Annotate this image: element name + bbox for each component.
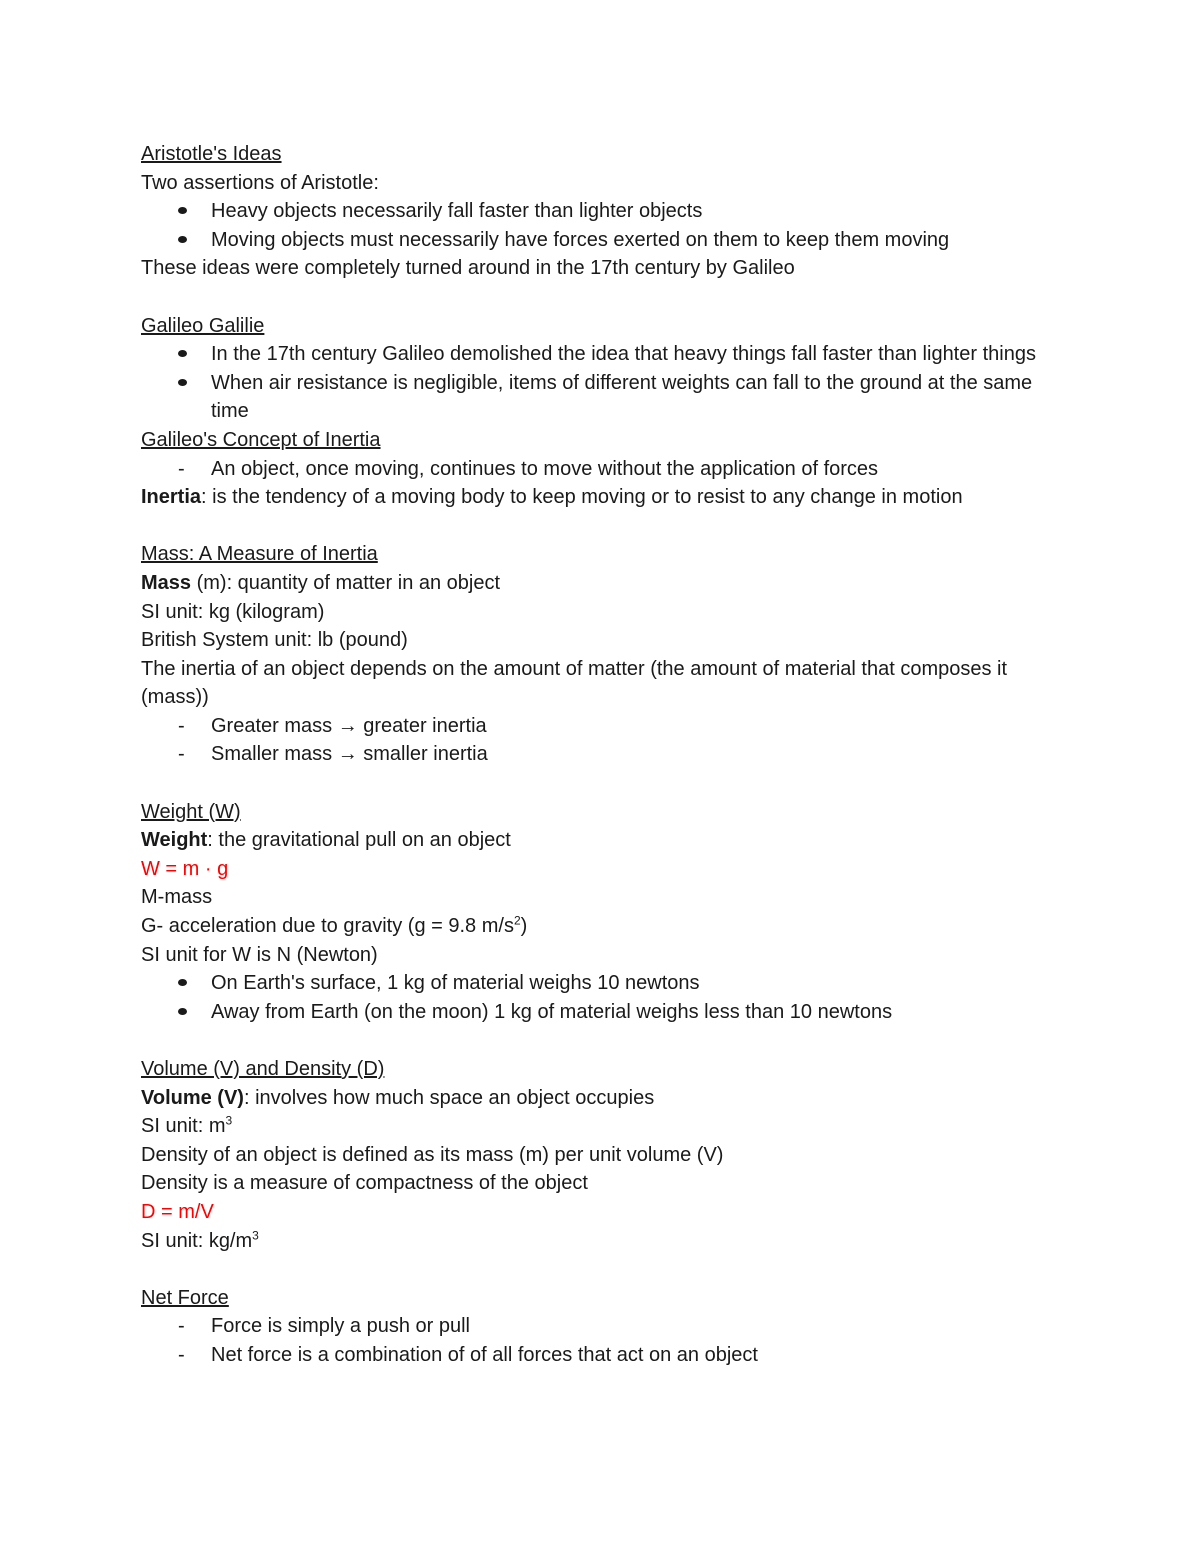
list-item: When air resistance is negligible, items of different weights can fall to the ground at the same time <box>141 369 1061 426</box>
dash-marker: - <box>178 457 185 480</box>
section-heading: Net Force <box>141 1286 229 1309</box>
definition: Volume (V): involves how much space an object occupies <box>141 1086 655 1109</box>
section-inertia <box>141 426 1081 512</box>
list-item: - An object, once moving, continues to move without the application of forces <box>141 455 1061 484</box>
dash-list <box>141 1312 1081 1369</box>
dash-marker: - <box>178 1343 185 1366</box>
spacer <box>141 283 1081 312</box>
section-heading: Mass: A Measure of Inertia <box>141 543 378 566</box>
term: Volume (V) <box>141 1086 244 1109</box>
section-weight <box>141 798 1081 1027</box>
section-heading: Aristotle's Ideas <box>141 143 282 165</box>
spacer <box>141 512 1081 541</box>
dash-list <box>141 455 1081 484</box>
bullet-list <box>141 340 1081 426</box>
bullet-icon <box>178 979 187 986</box>
bullet-icon <box>178 1008 187 1015</box>
paragraph: Density is a measure of compactness of the object <box>141 1172 588 1195</box>
paragraph: SI unit: $m^3$ <box>141 1113 233 1138</box>
section-aristotle <box>141 140 1081 283</box>
term: Mass <box>141 571 192 594</box>
spacer <box>141 1026 1081 1055</box>
list-item: - Force is simply a push or pull <box>141 1312 1061 1341</box>
term: Inertia <box>141 486 202 509</box>
paragraph: Two assertions of Aristotle: <box>141 171 379 194</box>
bullet-icon <box>178 236 187 243</box>
document-page <box>141 140 1081 1370</box>
dash-marker: - <box>178 743 185 766</box>
paragraph: SI unit: kg (kilogram) <box>141 600 325 623</box>
list-item: - Net force is a combination of of all forces that act on an object <box>141 1341 1061 1370</box>
list-item: In the 17th century Galileo demolished the idea that heavy things fall faster than lighter things <box>141 340 1061 369</box>
section-volume-density <box>141 1055 1081 1255</box>
section-heading: Galileo Galilie <box>141 314 265 337</box>
spacer <box>141 1255 1081 1284</box>
section-galileo <box>141 312 1081 426</box>
formula: D = m/V <box>141 1200 214 1223</box>
paragraph: SI unit for W is N (Newton) <box>141 943 378 966</box>
section-heading: Weight (W) <box>141 800 241 823</box>
section-heading: Galileo's Concept of Inertia <box>141 428 381 451</box>
list-item: Heavy objects necessarily fall faster than lighter objects <box>141 197 1061 226</box>
list-item: Away from Earth (on the moon) 1 kg of material weighs less than 10 newtons <box>141 998 1061 1027</box>
bullet-icon <box>178 350 187 357</box>
bullet-list <box>141 197 1081 254</box>
paragraph: Density of an object is defined as its mass (m) per unit volume (V) <box>141 1143 724 1166</box>
paragraph: British System unit: lb (pound) <box>141 629 408 652</box>
section-heading: Volume (V) and Density (D) <box>141 1058 385 1080</box>
paragraph: G- acceleration due to gravity (g = 9.8 $m/s^2$) <box>141 913 528 938</box>
list-item: - Smaller mass → smaller inertia <box>141 740 1061 769</box>
paragraph: These ideas were completely turned around in the 17th century by Galileo <box>141 257 795 280</box>
section-mass <box>141 540 1081 769</box>
definition: Mass (m): quantity of matter in an object <box>141 571 501 594</box>
paragraph: M-mass <box>141 886 213 909</box>
section-net-force <box>141 1284 1081 1370</box>
dash-list <box>141 712 1081 769</box>
list-item: Moving objects must necessarily have forces exerted on them to keep them moving <box>141 226 1061 255</box>
list-item: On Earth's surface, 1 kg of material weighs 10 newtons <box>141 969 1061 998</box>
formula: W = m · g <box>141 857 229 880</box>
bullet-icon <box>178 207 187 214</box>
dash-marker: - <box>178 714 185 737</box>
bullet-list <box>141 969 1081 1026</box>
spacer <box>141 769 1081 798</box>
definition: Inertia: is the tendency of a moving body to keep moving or to resist to any change in motion <box>141 486 963 509</box>
bullet-icon <box>178 379 187 386</box>
paragraph: SI unit: $kg/m^3$ <box>141 1227 259 1252</box>
dash-marker: - <box>178 1315 185 1338</box>
definition: Weight: the gravitational pull on an object <box>141 829 511 852</box>
list-item: - Greater mass → greater inertia <box>141 712 1061 741</box>
paragraph: The inertia of an object depends on the amount of matter (the amount of material that composes it (mass)) <box>141 657 1013 709</box>
term: Weight <box>141 829 208 852</box>
